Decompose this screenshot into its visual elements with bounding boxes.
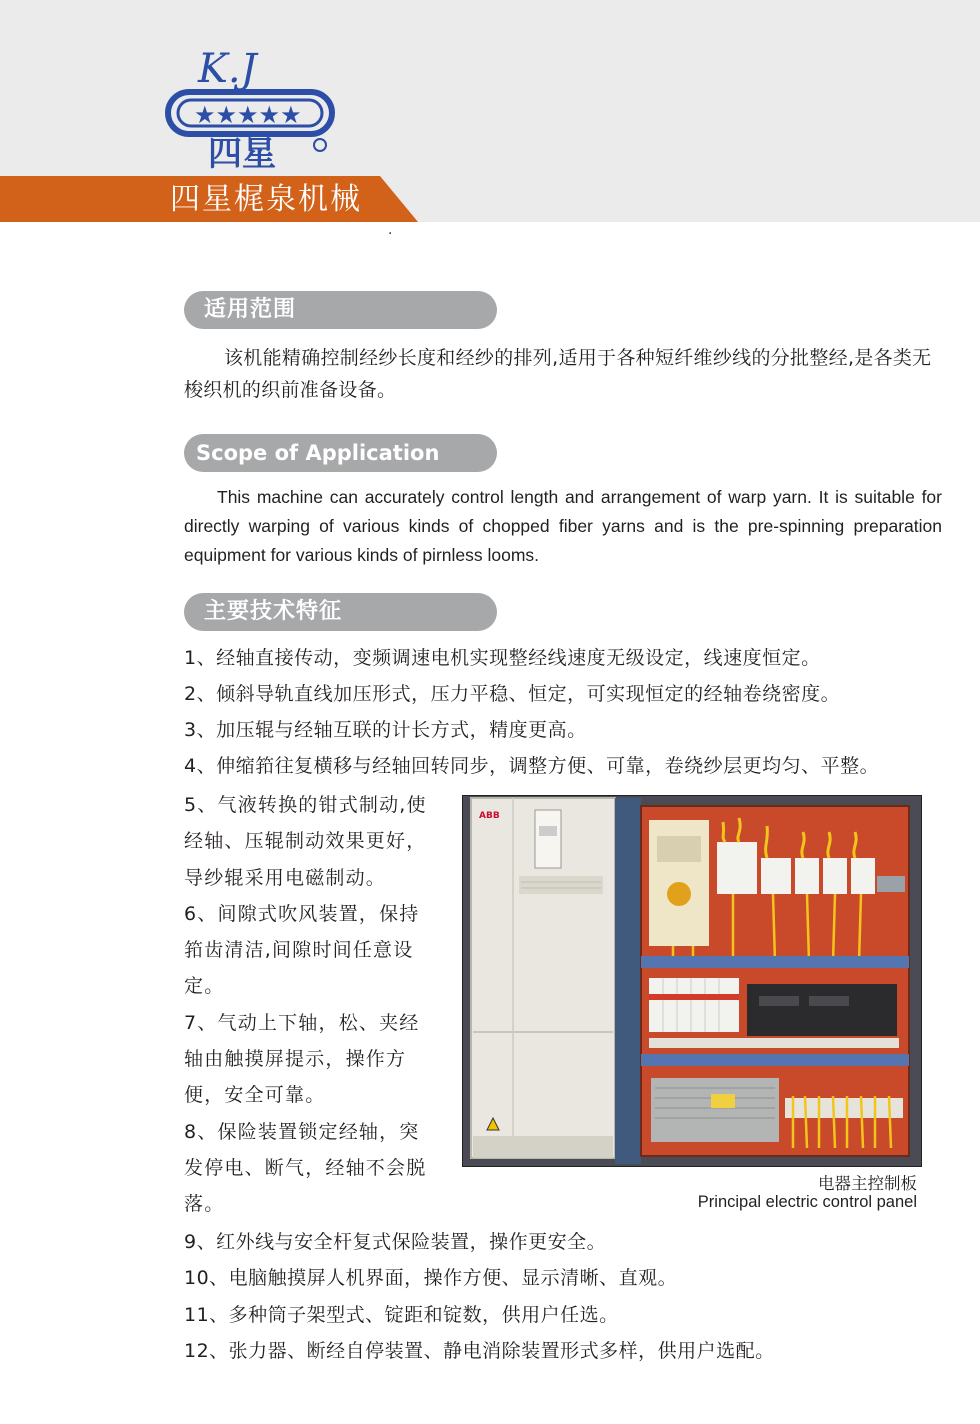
feature-list-wrapped [184, 787, 439, 1223]
control-panel-illustration [463, 796, 921, 1166]
decorative-dot: . [388, 222, 393, 238]
photo-caption-cn: 电器主控制板 [818, 1175, 917, 1193]
feature-item-8: 8、保险装置锁定经轴，突发停电、断气，经轴不会脱落。 [184, 1120, 427, 1216]
feature-item-7: 7、气动上下轴，松、夹经轴由触摸屏提示，操作方便，安全可靠。 [184, 1011, 420, 1107]
logo-chinese: 四星 [208, 134, 276, 172]
feature-item-11: 11、多种筒子架型式、锭距和锭数，供用户任选。 [184, 1304, 619, 1326]
feature-item-1: 1、经轴直接传动，变频调速电机实现整经线速度无级设定，线速度恒定。 [184, 647, 821, 669]
feature-item-6: 6、间隙式吹风装置，保持筘齿清洁,间隙时间任意设定。 [184, 902, 420, 998]
feature-item-4: 4、伸缩筘往复横移与经轴回转同步，调整方便、可靠，卷绕纱层更均匀、平整。 [184, 755, 880, 777]
feature-item-12: 12、张力器、断经自停装置、静电消除装置形式多样，供用户选配。 [184, 1340, 775, 1362]
feature-item-5: 5、气液转换的钳式制动,使经轴、压辊制动效果更好，导纱辊采用电磁制动。 [184, 794, 427, 889]
control-panel-photo [462, 795, 922, 1167]
photo-caption-en: Principal electric control panel [697, 1193, 917, 1211]
scope-en-text: This machine can accurately control length and arrangement of warp yarn. It is suitable for directly warping of various kinds of chopped fiber yarns and is the pre-spinning preparation equipment for various kinds of pirnless looms. [184, 487, 942, 565]
feature-item-10: 10、电脑触摸屏人机界面，操作方便、显示清晰、直观。 [184, 1267, 678, 1289]
company-logo [160, 42, 340, 172]
section-heading-scope-cn: 适用范围 [184, 291, 497, 329]
feature-item-3: 3、加压辊与经轴互联的计长方式，精度更高。 [184, 719, 587, 741]
company-name: 四星梶泉机械 [170, 182, 362, 217]
abb-label: ABB [479, 811, 500, 821]
logo-stars: ★★★★★ [194, 101, 302, 129]
logo-letters: K.J [198, 46, 257, 92]
scope-cn-text: 该机能精确控制经纱长度和经纱的排列,适用于各种短纤维纱线的分批整经,是各类无梭织机的织前准备设备。 [184, 347, 932, 401]
section-heading-features: 主要技术特征 [184, 593, 497, 631]
feature-item-9: 9、红外线与安全杆复式保险装置，操作更安全。 [184, 1231, 607, 1253]
section-heading-scope-en: Scope of Application [184, 434, 497, 472]
feature-item-2: 2、倾斜导轨直线加压形式，压力平稳、恒定，可实现恒定的经轴卷绕密度。 [184, 683, 841, 705]
